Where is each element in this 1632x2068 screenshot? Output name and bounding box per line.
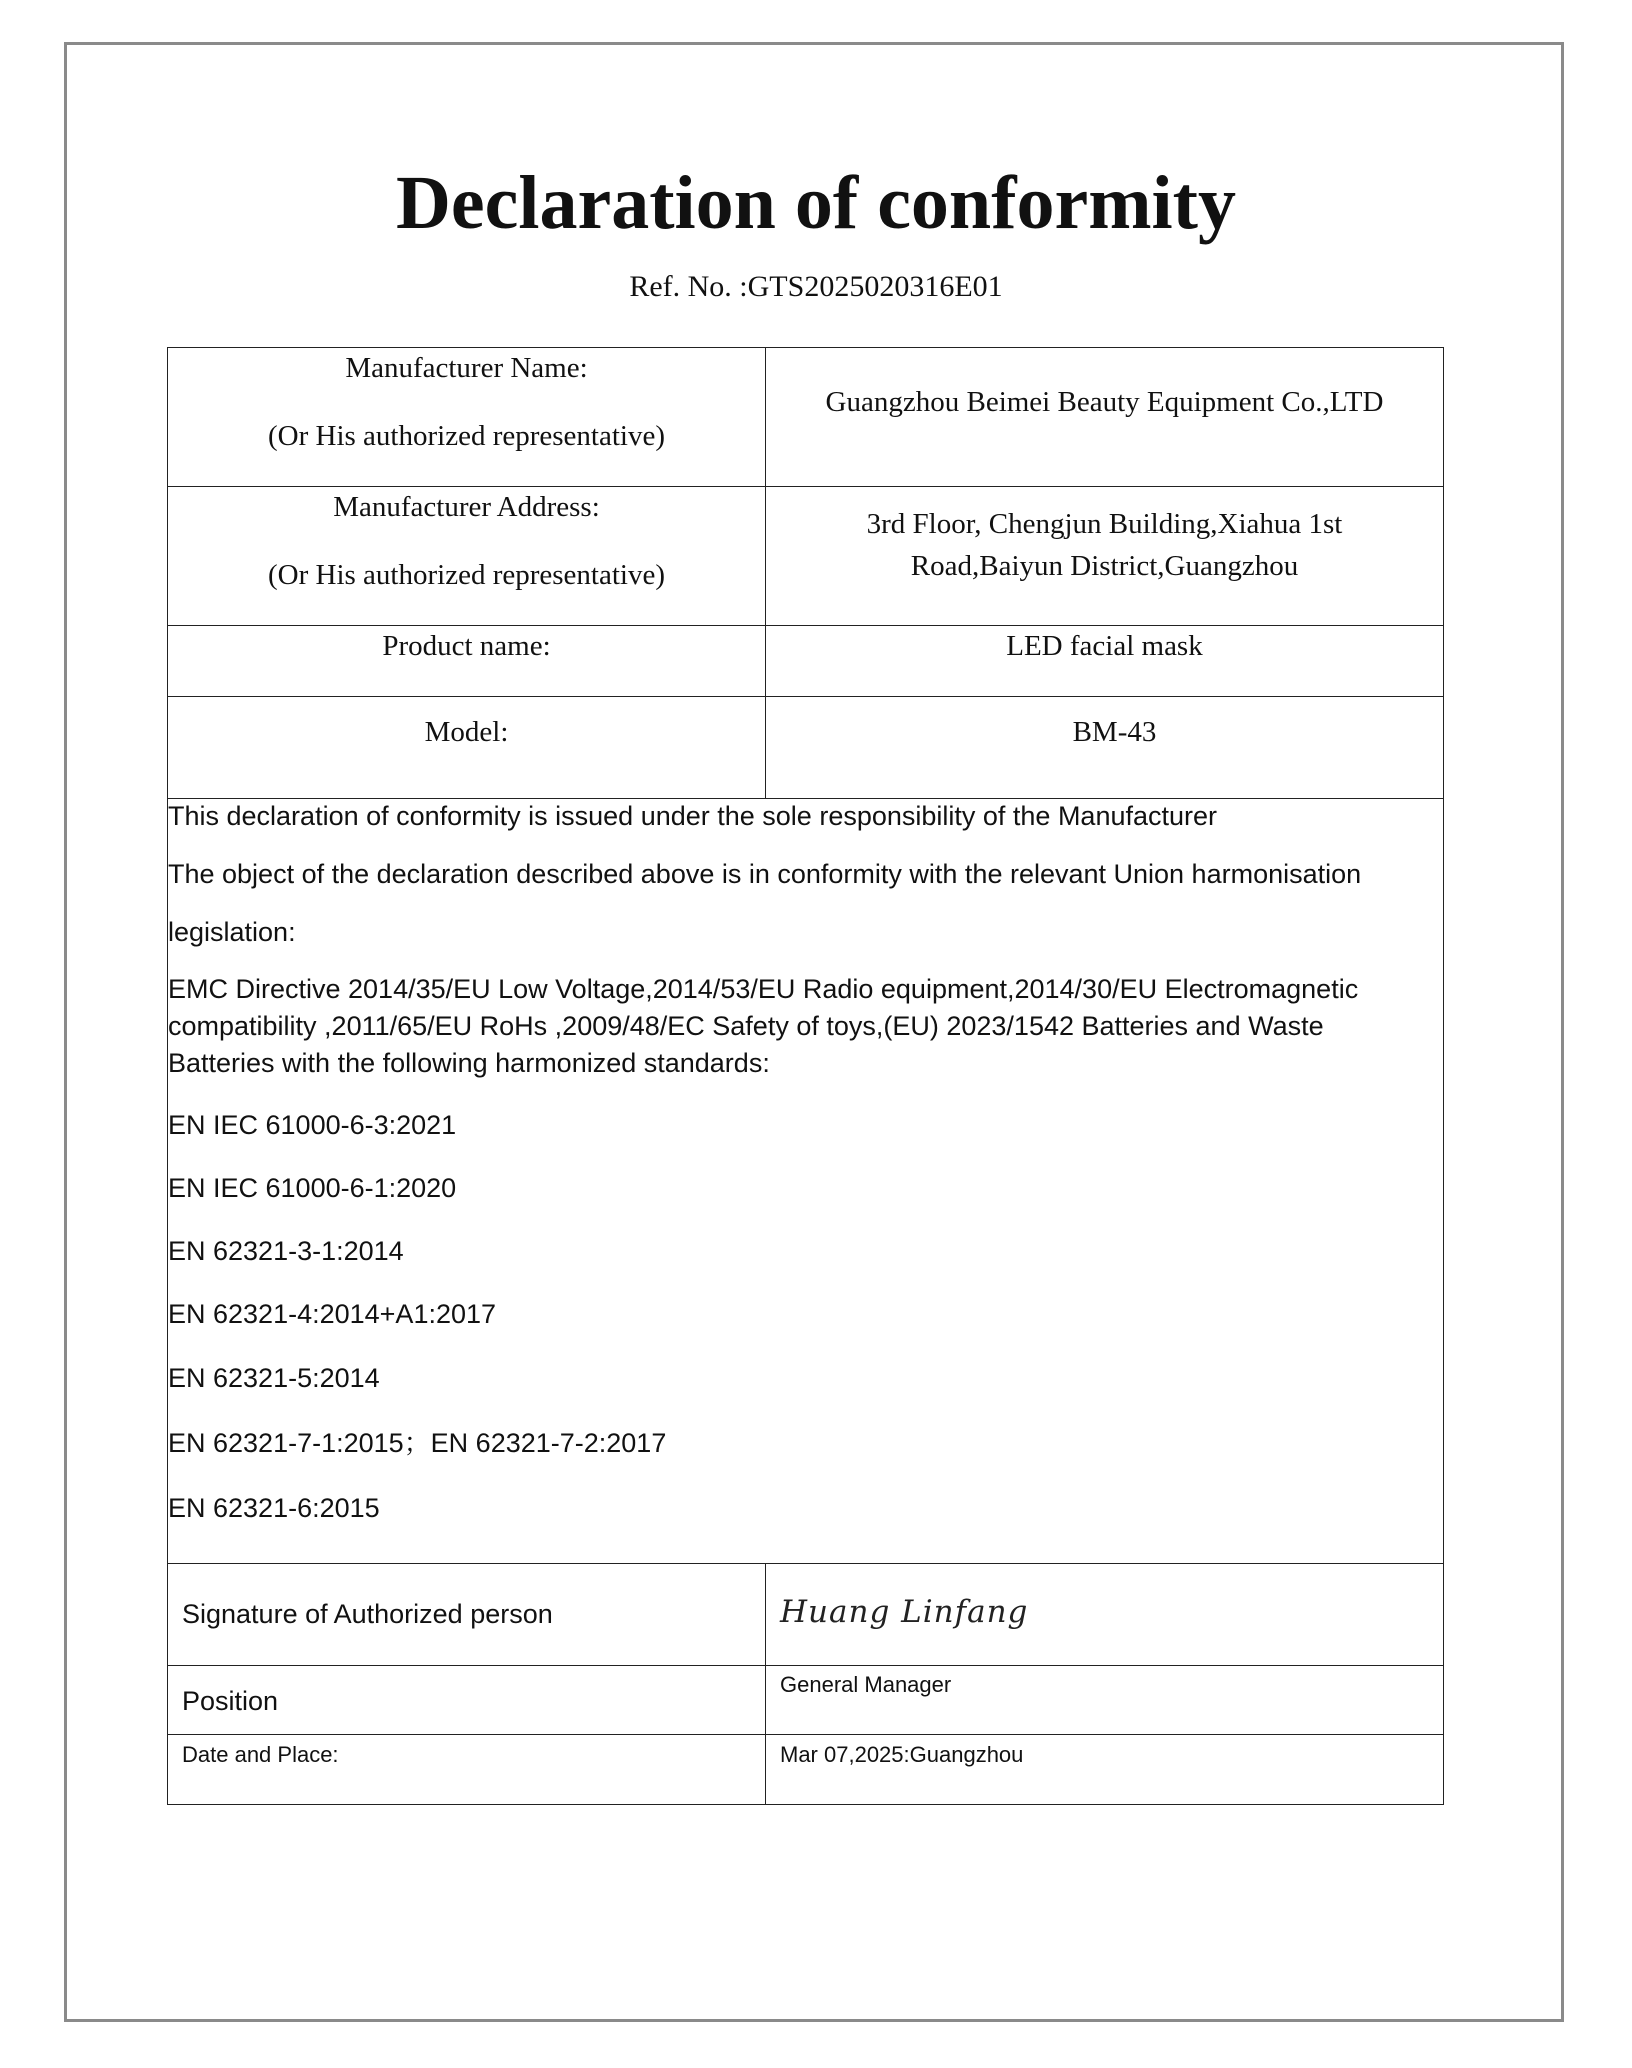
product-value: LED facial mask [1006, 630, 1203, 662]
signature-label: Signature of Authorized person [182, 1599, 553, 1629]
model-value: BM-43 [1072, 716, 1157, 748]
manufacturer-name-value: Guangzhou Beimei Beauty Equipment Co.,LTD [825, 386, 1384, 418]
product-row [168, 626, 1444, 697]
model-value-cell [766, 697, 1444, 799]
manufacturer-address-label: Manufacturer Address: [333, 491, 600, 523]
manufacturer-name-value-cell [766, 348, 1444, 487]
date-place-value: Mar 07,2025:Guangzhou [780, 1742, 1024, 1767]
declaration-line-2: The object of the declaration described above is in conformity with the relevant Union harmonisation [168, 859, 1362, 889]
manufacturer-name-sublabel: (Or His authorized representative) [268, 420, 665, 452]
manufacturer-address-sublabel: (Or His authorized representative) [268, 559, 665, 591]
manufacturer-address-value-line1: 3rd Floor, Chengjun Building,Xiahua 1st [866, 508, 1343, 540]
product-value-cell [766, 626, 1444, 697]
standard-item: EN IEC 61000-6-3:2021 [168, 1110, 457, 1140]
document-title: Declaration of conformity [396, 161, 1236, 245]
declaration-row [168, 799, 1444, 1564]
signature-label-cell [168, 1564, 766, 1666]
manufacturer-address-value-line2: Road,Baiyun District,Guangzhou [910, 550, 1299, 582]
declaration-cell [168, 799, 1444, 1564]
standard-item: EN 62321-4:2014+A1:2017 [168, 1299, 497, 1329]
standard-item: EN 62321-5:2014 [168, 1363, 380, 1393]
position-value-cell [766, 1666, 1444, 1735]
signature-row [168, 1564, 1444, 1666]
declaration-line-1: This declaration of conformity is issued under the sole responsibility of the Manufacturer [168, 801, 1218, 831]
date-place-value-cell [766, 1735, 1444, 1805]
product-label-cell [168, 626, 766, 697]
declaration-table [167, 347, 1444, 1805]
directives-paragraph: EMC Directive 2014/35/EU Low Voltage,2014/53/EU Radio equipment,2014/30/EU Electromagnetic compatibility ,2011/65/EU RoHs ,2009/48/EC Safety of toys,(EU) 2023/1542 Batteries and Waste Batteries with the following harmonized standards: [168, 974, 1359, 1078]
manufacturer-address-value-cell [766, 487, 1444, 626]
position-row [168, 1666, 1444, 1735]
declaration-line-3: legislation: [168, 917, 296, 947]
position-label: Position [182, 1686, 279, 1716]
model-label: Model: [424, 716, 509, 748]
date-place-row [168, 1735, 1444, 1805]
date-place-label: Date and Place: [182, 1742, 339, 1767]
manufacturer-name-label-cell [168, 348, 766, 487]
reference-number: Ref. No. :GTS2025020316E01 [629, 270, 1003, 303]
standard-item: EN IEC 61000-6-1:2020 [168, 1173, 457, 1203]
date-place-label-cell [168, 1735, 766, 1805]
product-label: Product name: [382, 630, 551, 662]
standard-item: EN 62321-6:2015 [168, 1493, 380, 1523]
position-label-cell [168, 1666, 766, 1735]
handwritten-signature: Huang Linfang [780, 1593, 1029, 1630]
manufacturer-name-row [168, 348, 1444, 487]
model-row [168, 697, 1444, 799]
standard-item: EN 62321-7-1:2015；EN 62321-7-2:2017 [168, 1428, 667, 1458]
manufacturer-name-label: Manufacturer Name: [345, 352, 588, 384]
standard-item: EN 62321-3-1:2014 [168, 1236, 404, 1266]
model-label-cell [168, 697, 766, 799]
manufacturer-address-row [168, 487, 1444, 626]
position-value: General Manager [780, 1672, 952, 1697]
manufacturer-address-label-cell [168, 487, 766, 626]
signature-value-cell [766, 1564, 1444, 1666]
